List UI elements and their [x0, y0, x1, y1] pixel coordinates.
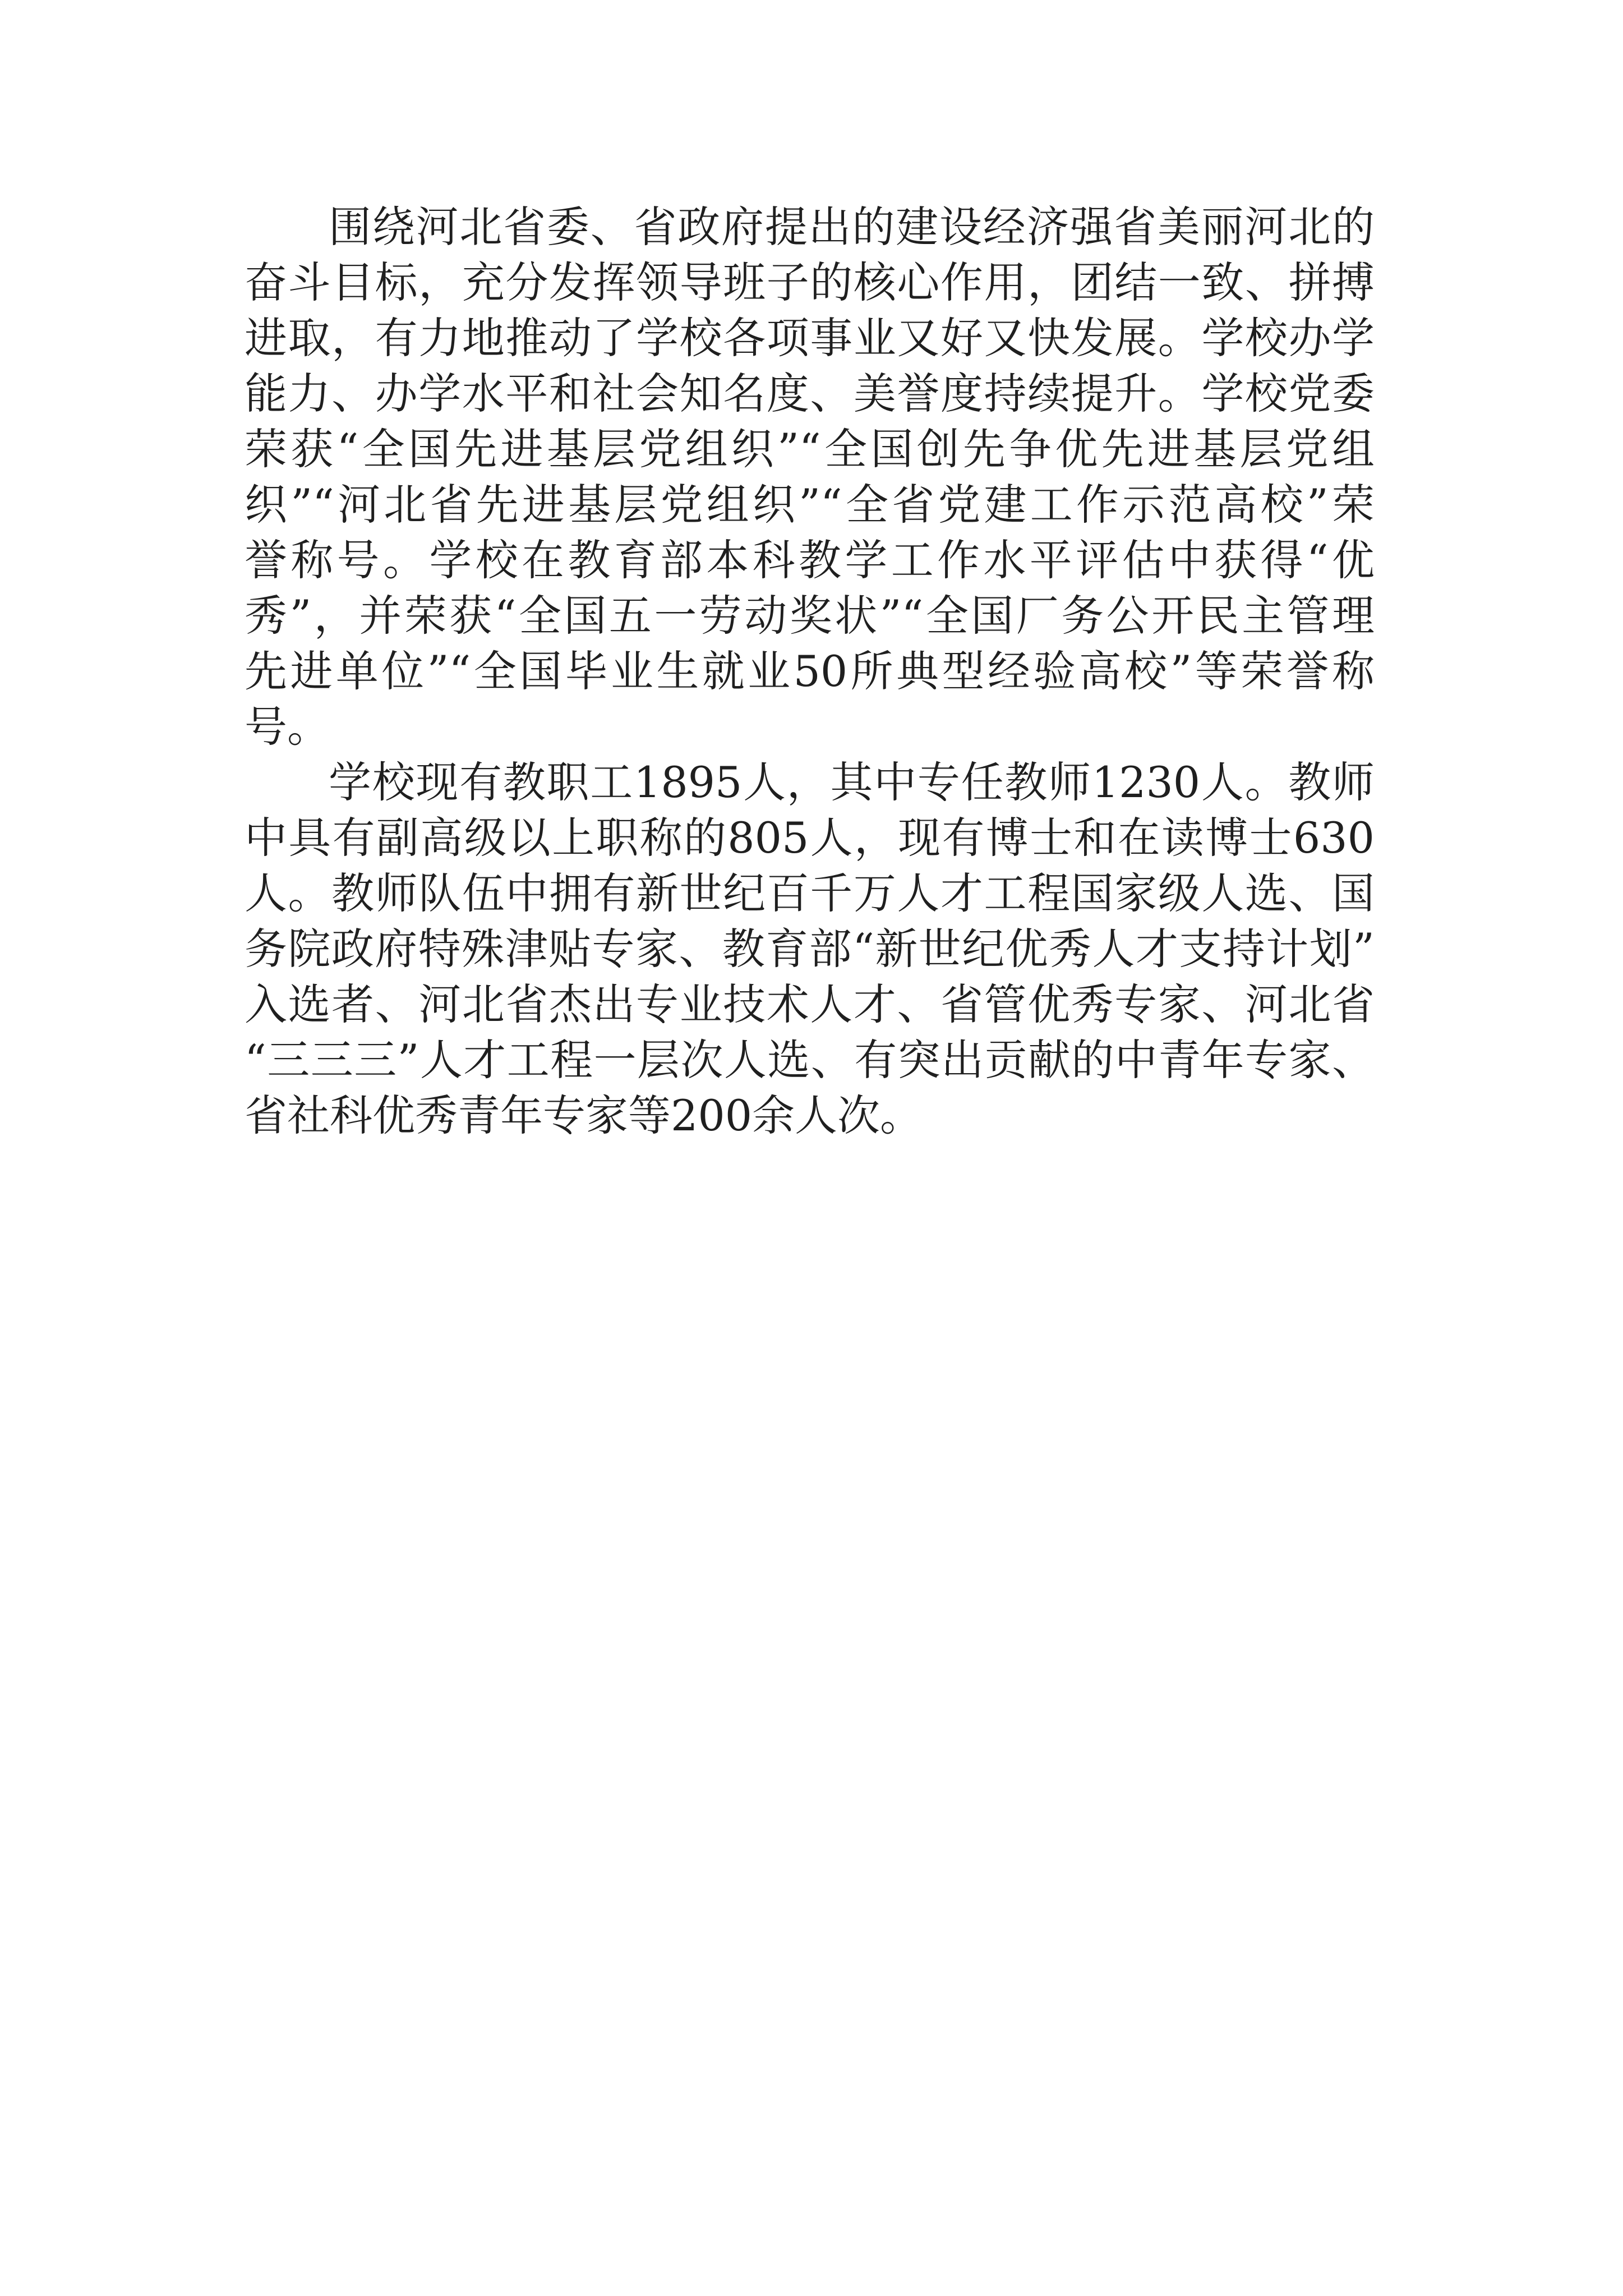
paragraph-1-line-3: 进取，有力地推动了学校各项事业又好又快发展。学校办学	[245, 313, 1375, 363]
paragraph-1-line-5: 荣获“全国先进基层党组织”“全国创先争优先进基层党组	[245, 424, 1375, 474]
paragraph-2-line-6: “三三三”人才工程一层次人选、有突出贡献的中青年专家、	[245, 1035, 1375, 1085]
paragraph-1-line-9: 先进单位”“全国毕业生就业50所典型经验高校”等荣誉称	[245, 646, 1375, 696]
paragraph-2-line-2: 中具有副高级以上职称的805人，现有博士和在读博士630	[245, 813, 1375, 863]
paragraph-1-line-8: 秀”，并荣获“全国五一劳动奖状”“全国厂务公开民主管理	[245, 591, 1375, 641]
paragraph-1-line-7: 誉称号。学校在教育部本科教学工作水平评估中获得“优	[245, 535, 1375, 585]
paragraph-1-line-2: 奋斗目标，充分发挥领导班子的核心作用，团结一致、拼搏	[245, 257, 1375, 307]
paragraph-2-line-5: 入选者、河北省杰出专业技术人才、省管优秀专家、河北省	[245, 979, 1375, 1029]
paragraph-2-line-1: 学校现有教职工1895人，其中专任教师1230人。教师	[329, 757, 1375, 807]
body-text	[245, 199, 1375, 1143]
paragraph-1-line-4: 能力、办学水平和社会知名度、美誉度持续提升。学校党委	[245, 369, 1375, 418]
paragraph-1-line-1: 围绕河北省委、省政府提出的建设经济强省美丽河北的	[329, 202, 1375, 252]
paragraph-1-line-6: 织”“河北省先进基层党组织”“全省党建工作示范高校”荣	[245, 480, 1375, 530]
paragraph-1-line-10: 号。	[245, 702, 330, 752]
paragraph-2-line-4: 务院政府特殊津贴专家、教育部“新世纪优秀人才支持计划”	[245, 924, 1375, 974]
paragraph-2-line-7: 省社科优秀青年专家等200余人次。	[245, 1091, 923, 1140]
paragraph-2-line-3: 人。教师队伍中拥有新世纪百千万人才工程国家级人选、国	[245, 868, 1375, 918]
